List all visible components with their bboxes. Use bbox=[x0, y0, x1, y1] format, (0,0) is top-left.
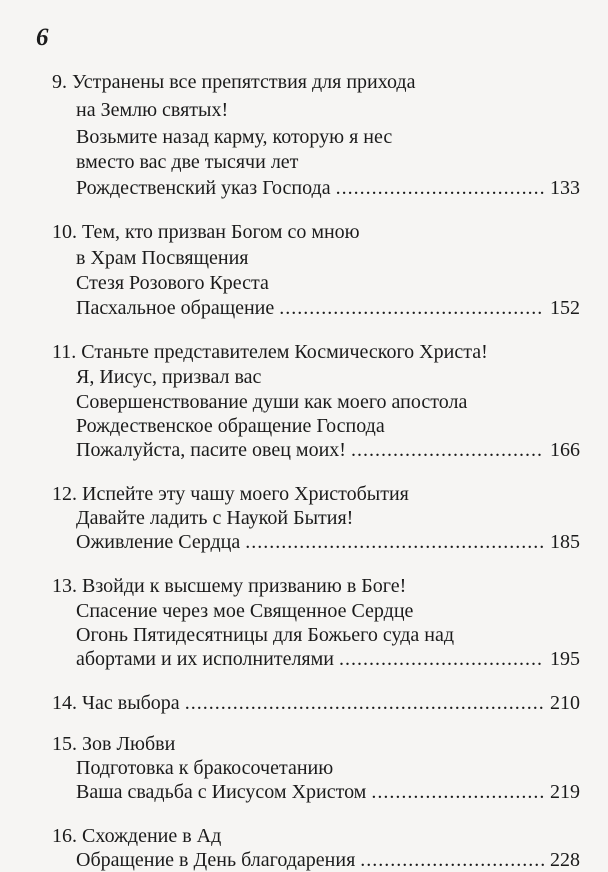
dot-leader bbox=[336, 176, 544, 200]
dot-leader bbox=[351, 438, 544, 462]
toc-entry-title: Час выбора bbox=[82, 692, 180, 714]
toc-entry-10-heading-line-1 bbox=[52, 220, 360, 244]
toc-subitem-with-page bbox=[76, 438, 580, 462]
toc-entry-title: Тем, кто призван Богом со мною bbox=[82, 221, 360, 243]
toc-subitem: Давайте ладить с Наукой Бытия! bbox=[76, 507, 354, 529]
toc-entry-number: 13. bbox=[52, 575, 77, 597]
toc-entry-number: 16. bbox=[52, 825, 77, 847]
page-ref: 166 bbox=[550, 439, 580, 461]
toc-subitem-text: Оживление Сердца bbox=[76, 531, 241, 553]
toc-entry-12-heading bbox=[52, 482, 409, 506]
toc-subitem-with-page bbox=[76, 780, 580, 804]
toc-subitem: вместо вас две тысячи лет bbox=[76, 151, 299, 173]
toc-subitem-text: Обращение в День благодарения bbox=[76, 849, 356, 871]
toc-entry-9-heading-line-1 bbox=[52, 70, 415, 94]
toc-subitem-with-page bbox=[76, 530, 580, 554]
toc-subitem: Подготовка к бракосочетанию bbox=[76, 757, 334, 779]
toc-subitem: Я, Иисус, призвал вас bbox=[76, 366, 262, 388]
toc-entry-11-heading bbox=[52, 340, 488, 364]
toc-subitem-with-page bbox=[76, 848, 580, 872]
toc-entry-16-heading bbox=[52, 824, 221, 848]
toc-entry-13-heading bbox=[52, 574, 406, 598]
toc-entry-title: Устранены все препятствия для прихода bbox=[72, 71, 416, 93]
toc-subitem: Огонь Пятидесятницы для Божьего суда над bbox=[76, 624, 454, 646]
toc-subitem-with-page bbox=[76, 176, 580, 200]
toc-entry-10-heading-line-2: в Храм Посвящения bbox=[76, 247, 249, 269]
toc-entry-9-heading-line-2: на Землю святых! bbox=[76, 99, 229, 121]
dot-leader bbox=[245, 530, 544, 554]
toc-entry-15-heading bbox=[52, 732, 175, 756]
toc-subitem-text: Ваша свадьба с Иисусом Христом bbox=[76, 781, 367, 803]
page-ref: 228 bbox=[550, 849, 580, 871]
page-ref: 152 bbox=[550, 297, 580, 319]
dot-leader bbox=[360, 848, 544, 872]
toc-subitem: Рождественское обращение Господа bbox=[76, 415, 385, 437]
page-ref: 133 bbox=[550, 177, 580, 199]
toc-subitem: Возьмите назад карму, которую я нес bbox=[76, 126, 393, 148]
toc-entry-number: 10. bbox=[52, 221, 77, 243]
toc-subitem-text: Пожалуйста, пасите овец моих! bbox=[76, 439, 346, 461]
dot-leader bbox=[279, 296, 544, 320]
toc-entry-number: 11. bbox=[52, 341, 77, 363]
dot-leader bbox=[185, 691, 544, 715]
page-ref: 210 bbox=[550, 692, 580, 714]
dot-leader bbox=[371, 780, 544, 804]
toc-subitem-text: абортами и их исполнителями bbox=[76, 648, 334, 670]
toc-subitem-text: Пасхальное обращение bbox=[76, 297, 275, 319]
page-ref: 219 bbox=[550, 781, 580, 803]
toc-entry-14-heading bbox=[52, 691, 580, 715]
toc-subitem-with-page bbox=[76, 647, 580, 671]
page-ref: 195 bbox=[550, 648, 580, 670]
toc-entry-title: Схождение в Ад bbox=[82, 825, 222, 847]
toc-entry-title: Станьте представителем Космического Христа! bbox=[81, 341, 488, 363]
page-number: 6 bbox=[36, 24, 49, 51]
toc-entry-number: 12. bbox=[52, 483, 77, 505]
toc-entry-number: 14. bbox=[52, 692, 77, 714]
toc-entry-title: Испейте эту чашу моего Христобытия bbox=[82, 483, 409, 505]
toc-subitem-with-page bbox=[76, 296, 580, 320]
toc-entry-number: 9. bbox=[52, 71, 67, 93]
toc-subitem: Совершенствование души как моего апостола bbox=[76, 391, 468, 413]
dot-leader bbox=[339, 647, 544, 671]
toc-subitem: Спасение через мое Священное Сердце bbox=[76, 600, 414, 622]
toc-entry-number: 15. bbox=[52, 733, 77, 755]
toc-subitem-text: Рождественский указ Господа bbox=[76, 177, 331, 199]
toc-entry-title: Взойди к высшему призванию в Боге! bbox=[82, 575, 407, 597]
toc-subitem: Стезя Розового Креста bbox=[76, 272, 269, 294]
page-ref: 185 bbox=[550, 531, 580, 553]
toc-entry-title: Зов Любви bbox=[82, 733, 176, 755]
